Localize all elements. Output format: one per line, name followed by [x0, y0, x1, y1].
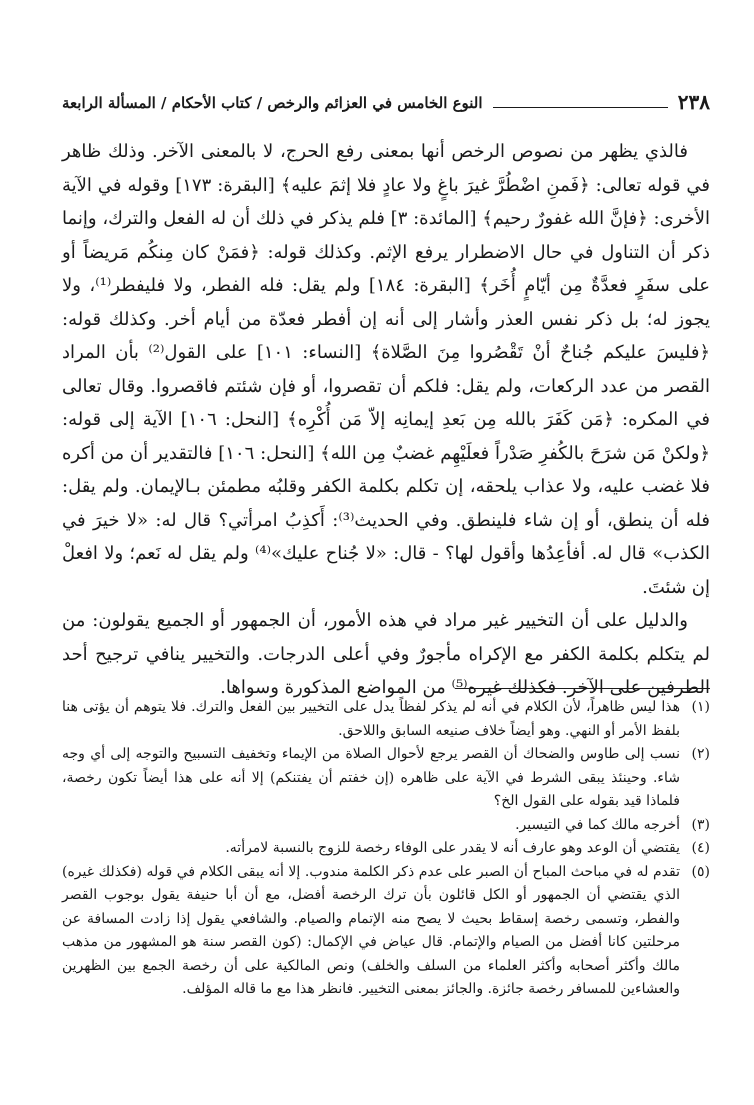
header-rule [493, 107, 668, 108]
footnote-number: (٥) [691, 863, 710, 880]
footnote [62, 861, 710, 1002]
footnote-text: نسب إلى طاوس والضحاك أن القصر يرجع لأحوال الصلاة من الإيماء وتخفيف التسبيح والتوجه إلى أي وجه شاء. وحينئذ يبقى الشرط في الآية على ظاهره (إن خفتم أن يفتنكم) إلا أنه على هذا أيضاً تكون رخصة، فلماذا قيد بقوله على القول الخ؟ [62, 746, 680, 809]
paragraph: والدليل على أن التخيير غير مراد في هذه الأمور، أن الجمهور أو الجميع يقولون: من لم يتكلم بكلمة الكفر مع الإكراه مأجورٌ وفي أعلى الدرجات. والتخيير ينافي ترجيح أحد الطرفين على الآخر. فكذلك غيره⁽⁵⁾ من المواضع المذكورة وسواها. [62, 610, 710, 698]
footnote-number: (٤) [691, 840, 710, 856]
footnote-number: (٢) [691, 746, 710, 762]
running-header [62, 82, 710, 114]
running-title: النوع الخامس في العزائم والرخص / كتاب الأحكام / المسألة الرابعة [62, 94, 483, 112]
footnote [62, 814, 710, 838]
footnote-text: تقدم له في مباحث المباح أن الصبر على عدم ذكر الكلمة مندوب. إلا أنه يبقى الكلام في قوله (فكذلك غيره) الذي يقتضي أن الجمهور أو الكل قائلون بأن ترك الرخصة أفضل، مع أن أبا حنيفة يقول بوجوب القصر والفطر، وتسمى رخصة إسقاط بحيث لا يصح منه الإتمام والصيام. والشافعي يقول إذا زادت المسافة عن مرحلتين كانا أفضل من الصيام والإتمام. قال عياض في الإكمال: (كون القصر سنة هو المشهور من مذهب مالك وأكثر أصحابه وأكثر العلماء من السلف والخلف) ونص المالكية على أن رخصة الجمع بين الظهرين والعشاءين للمسافر رخصة جائزة. والجائز بمعنى التخيير. فانظر هذا مع ما قاله المؤلف. [62, 863, 680, 997]
footnote-text: أخرجه مالك كما في التيسير. [515, 816, 680, 833]
footnotes [62, 696, 710, 1002]
footnote-text: يقتضي أن الوعد وهو عارف أنه لا يقدر على الوفاء رخصة للزوج بالنسبة لامرأته. [225, 840, 680, 856]
footnote-number: (٣) [691, 816, 710, 833]
main-text [62, 135, 710, 705]
page-number: ٢٣٨ [677, 90, 710, 114]
paragraph: فالذي يظهر من نصوص الرخص أنها بمعنى رفع الحرج، لا بالمعنى الآخر. وذلك ظاهر في قوله تعالى: ﴿فَمنِ اضْطُرَّ غيرَ باغٍ ولا عادٍ فلا إثمَ عليه﴾ [البقرة: ١٧٣] وقوله في الآية الأخرى: ﴿فإنَّ الله غفورٌ رحيم﴾ [المائدة: ٣] فلم يذكر في ذلك أن له الفعل والترك، وإنما ذكر أن التناول في حال الاضطرار يرفع الإثم. وكذلك قوله: ﴿فمَنْ كان مِنكُم مَريضاً أو على سفَرٍ فعدَّةٌ مِن أيّامٍ أُخَر﴾ [البقرة: ١٨٤] ولم يقل: فله الفطر، ولا فليفطر⁽¹⁾، ولا يجوز له؛ بل ذكر نفس العذر وأشار إلى أنه إن أفطر فعدّة من أيام أخر. وكذلك قوله: ﴿فليسَ عليكم جُناحٌ أنْ تَقْصُروا مِنَ الصَّلاة﴾ [النساء: ١٠١] على القول⁽²⁾ بأن المراد القصر من عدد الركعات، ولم يقل: فلكم أن تقصروا، أو فإن شئتم فاقصروا. وقال تعالى في المكره: ﴿مَن كَفَرَ بالله مِن بَعدِ إيمانِه إلاّ مَن أُكْرِه﴾ [النحل: ١٠٦] الآية إلى قوله: ﴿ولكنْ مَن شرَحَ بالكُفرِ صَدْراً فعلَيْهِم غضبٌ مِن الله﴾ [النحل: ١٠٦] فالتقدير أن من أكره فلا غضب عليه، ولا عذاب يلحقه، إن تكلم بكلمة الكفر وقلبُه مطمئن بـالإيمان. ولم يقل: فله أن ينطق، أو إن شاء فلينطق. وفي الحديث⁽³⁾: أَكذِبُ امرأتي؟ قال له: «لا خيرَ في الكذب» قال له. أفأعِدُها وأقول لها؟ - قال: «لا جُناح عليك»⁽⁴⁾ ولم يقل له نَعم؛ ولا افعلْ إن شئتَ. [62, 141, 711, 598]
footnote [62, 743, 710, 814]
footnote [62, 837, 710, 861]
footnote [62, 696, 710, 743]
footnote-number: (١) [691, 699, 710, 715]
footnote-separator [455, 688, 710, 689]
footnote-text: هذا ليس ظاهراً، لأن الكلام في أنه لم يذكر لفظاً يدل على التخيير بين الفعل والترك. فلا يتوهم أن يؤتى هنا بلفظ الأمر أو النهي. وهو أيضاً خلاف صنيعه السابق واللاحق. [62, 699, 680, 739]
